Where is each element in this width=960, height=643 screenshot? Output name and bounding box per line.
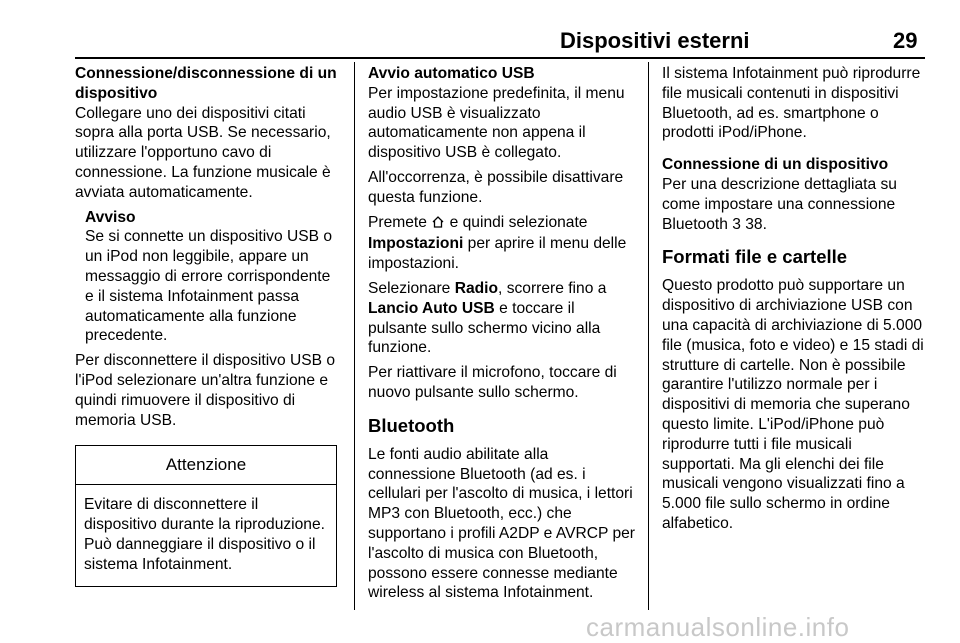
column-2 xyxy=(368,64,636,603)
section-heading-usb-autostart: Avvio automatico USB xyxy=(368,65,535,82)
column-divider-right xyxy=(648,62,649,610)
notice-block xyxy=(75,208,343,347)
paragraph-radio-instruction: Selezionare Radio, scorrere fino a Lancio Auto USB e toccare il pulsante sullo schermo vicino alla funzione. xyxy=(368,279,607,357)
page-reference: 3 38. xyxy=(732,215,767,233)
header-divider xyxy=(75,57,925,59)
page-number: 29 xyxy=(893,28,918,53)
settings-label: Impostazioni xyxy=(368,235,464,253)
page-header-title: Dispositivi esterni xyxy=(560,28,750,53)
paragraph: Questo prodotto può supportare un dispositivo di archiviazione USB con una capacità di archiviazione di 5.000 file (musica, foto e video) e 15 stadi di strutture di cartelle. Non è possibile garantire l'utilizzo normale per i dispositivi di memoria che superano questo limite. L'iPod/iPhone può riprodurre tutti i file musicali supportati. Ma gli elenchi dei file musicali vengono visualizzati fino a 5.000 file sullo schermo in ordine alfabetico. xyxy=(662,277,924,532)
home-icon xyxy=(431,215,445,235)
paragraph: Le fonti audio abilitate alla connessione Bluetooth (ad es. i cellulari per l'ascolto di musica, i lettori MP3 con Bluetooth, ecc.) che supportano i profili A2DP e AVRCP per l'ascolto di musica con Bluetooth, possono essere connesse mediante wireless al sistema Infotainment. xyxy=(368,445,635,602)
section-title-bluetooth: Bluetooth xyxy=(368,414,455,436)
column-1 xyxy=(75,64,343,587)
paragraph: Collegare uno dei dispositivi citati sopra alla porta USB. Se necessario, utilizzare l'opportuno cavo di connessione. La funzione musicale è avviata automaticamente. xyxy=(75,104,331,201)
notice-text: Se si connette un dispositivo USB o un iPod non leggibile, appare un messaggio di errore corrispondente e il sistema Infotainment passa automaticamente alla funzione precedente. xyxy=(85,228,333,345)
watermark: carmanualsonline.info xyxy=(586,612,850,642)
column-divider-left xyxy=(354,62,355,610)
column-3 xyxy=(662,64,928,534)
paragraph: Per impostazione predefinita, il menu audio USB è visualizzato automaticamente non appena il dispositivo USB è collegato. xyxy=(368,84,625,162)
caution-box xyxy=(75,445,337,587)
section-title-file-formats: Formati file e cartelle xyxy=(662,246,848,268)
paragraph: Per disconnettere il dispositivo USB o l'iPod selezionare un'altra funzione e quindi rimuovere il dispositivo di memoria USB. xyxy=(75,352,336,429)
paragraph-home-instruction: Premete e quindi selezionate Impostazioni per aprire il menu delle impostazioni. xyxy=(368,213,627,273)
paragraph: All'occorrenza, è possibile disattivare questa funzione. xyxy=(368,168,624,206)
usb-autostart-label: Lancio Auto USB xyxy=(368,299,495,317)
radio-label: Radio xyxy=(454,279,499,297)
paragraph: Il sistema Infotainment può riprodurre file musicali contenuti in dispositivi Bluetooth, ad es. smartphone o prodotti iPod/iPhone. xyxy=(662,65,921,142)
notice-title: Avviso xyxy=(85,208,136,226)
paragraph: Per riattivare il microfono, toccare di nuovo pulsante sullo schermo. xyxy=(368,364,617,401)
caution-text: Evitare di disconnettere il dispositivo durante la riproduzione. Può danneggiare il dispositivo o il sistema Infotainment. xyxy=(84,496,325,573)
caution-title: Attenzione xyxy=(76,446,336,485)
section-heading-device-connection: Connessione di un dispositivo xyxy=(662,156,889,174)
section-heading-connection: Connessione/disconnessione di un dispositivo xyxy=(75,65,337,102)
paragraph-bluetooth-reference: Per una descrizione dettagliata su come impostare una connessione Bluetooth 3 38. xyxy=(662,175,897,233)
